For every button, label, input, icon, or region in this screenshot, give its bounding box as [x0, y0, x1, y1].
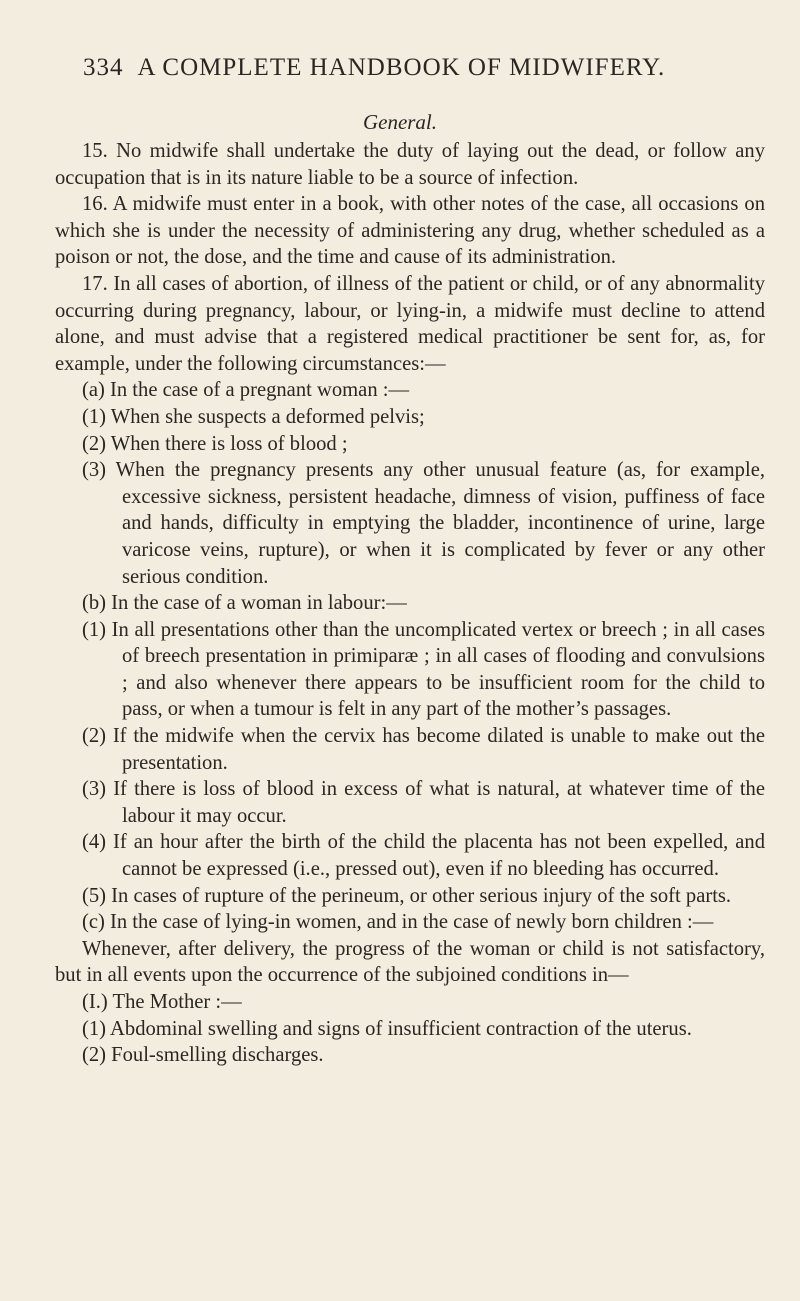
running-title: A COMPLETE HANDBOOK OF MIDWIFERY.: [137, 54, 666, 81]
section-b-item-2: (2) If the midwife when the cervix has become dilated is unable to make out the presentation.: [82, 725, 765, 774]
section-c-text: Whenever, after delivery, the progress of the woman or child is not satisfactory, but in all events upon the occurrence of the subjoined conditions in—: [55, 937, 765, 987]
page-number: 334: [83, 54, 124, 81]
paragraph-15: 15. No midwife shall undertake the duty of laying out the dead, or follow any occupation that is in its nature liable to be a source of infection.: [55, 140, 765, 189]
body-text: [55, 138, 765, 1069]
section-a-item-1: (1) When she suspects a deformed pelvis;: [82, 405, 425, 428]
section-b-item-5: (5) In cases of rupture of the perineum, or other serious injury of the soft parts.: [82, 884, 732, 907]
section-b-item-4: (4) If an hour after the birth of the child the placenta has not been expelled, and cannot be expressed (i.e., pressed out), even if no bleeding has occurred.: [82, 831, 765, 881]
section-a-item-2: (2) When there is loss of blood ;: [82, 432, 348, 455]
section-b-item-1: (1) In all presentations other than the uncomplicated vertex or breech ; in all cases of breech presentation in primiparæ ; in all cases of flooding and convulsions ; and also whenever there appears to be insufficient room for the child to pass, or when a tumour is felt in any part of the mother’s passages.: [82, 618, 765, 721]
section-a-item-3: (3) When the pregnancy presents any other unusual feature (as, for example, excessive sickness, persistent headache, dimness of vision, puffiness of face and hands, difficulty in emptying the bladder, incontinence of urine, large varicose veins, rupture), or when it is complicated by fever or any other serious condition.: [82, 459, 765, 588]
mother-item-1: (1) Abdominal swelling and signs of insufficient contraction of the uterus.: [82, 1017, 692, 1040]
section-b-heading: (b) In the case of a woman in labour:—: [82, 592, 407, 615]
mother-item-2: (2) Foul-smelling discharges.: [82, 1044, 324, 1067]
section-c-heading: (c) In the case of lying-in women, and in the case of newly born children :—: [82, 911, 714, 934]
running-header: [83, 54, 665, 82]
section-b-item-3: (3) If there is loss of blood in excess of what is natural, at whatever time of the labour it may occur.: [82, 778, 765, 827]
section-title: General.: [362, 110, 438, 134]
paragraph-17: 17. In all cases of abortion, of illness of the patient or child, or of any abnormality occurring during pregnancy, labour, or lying-in, a midwife must decline to attend alone, and must advise that a registered medical practitioner be sent for, as, for example, under the following circumstances:—: [55, 272, 765, 375]
mother-heading: (I.) The Mother :—: [82, 991, 242, 1013]
section-a-heading: (a) In the case of a pregnant woman :—: [82, 379, 410, 402]
paragraph-16: 16. A midwife must enter in a book, with other notes of the case, all occasions on which she is under the necessity of administering any drug, whether scheduled as a poison or not, the dose, and the time and cause of its administration.: [55, 193, 765, 269]
